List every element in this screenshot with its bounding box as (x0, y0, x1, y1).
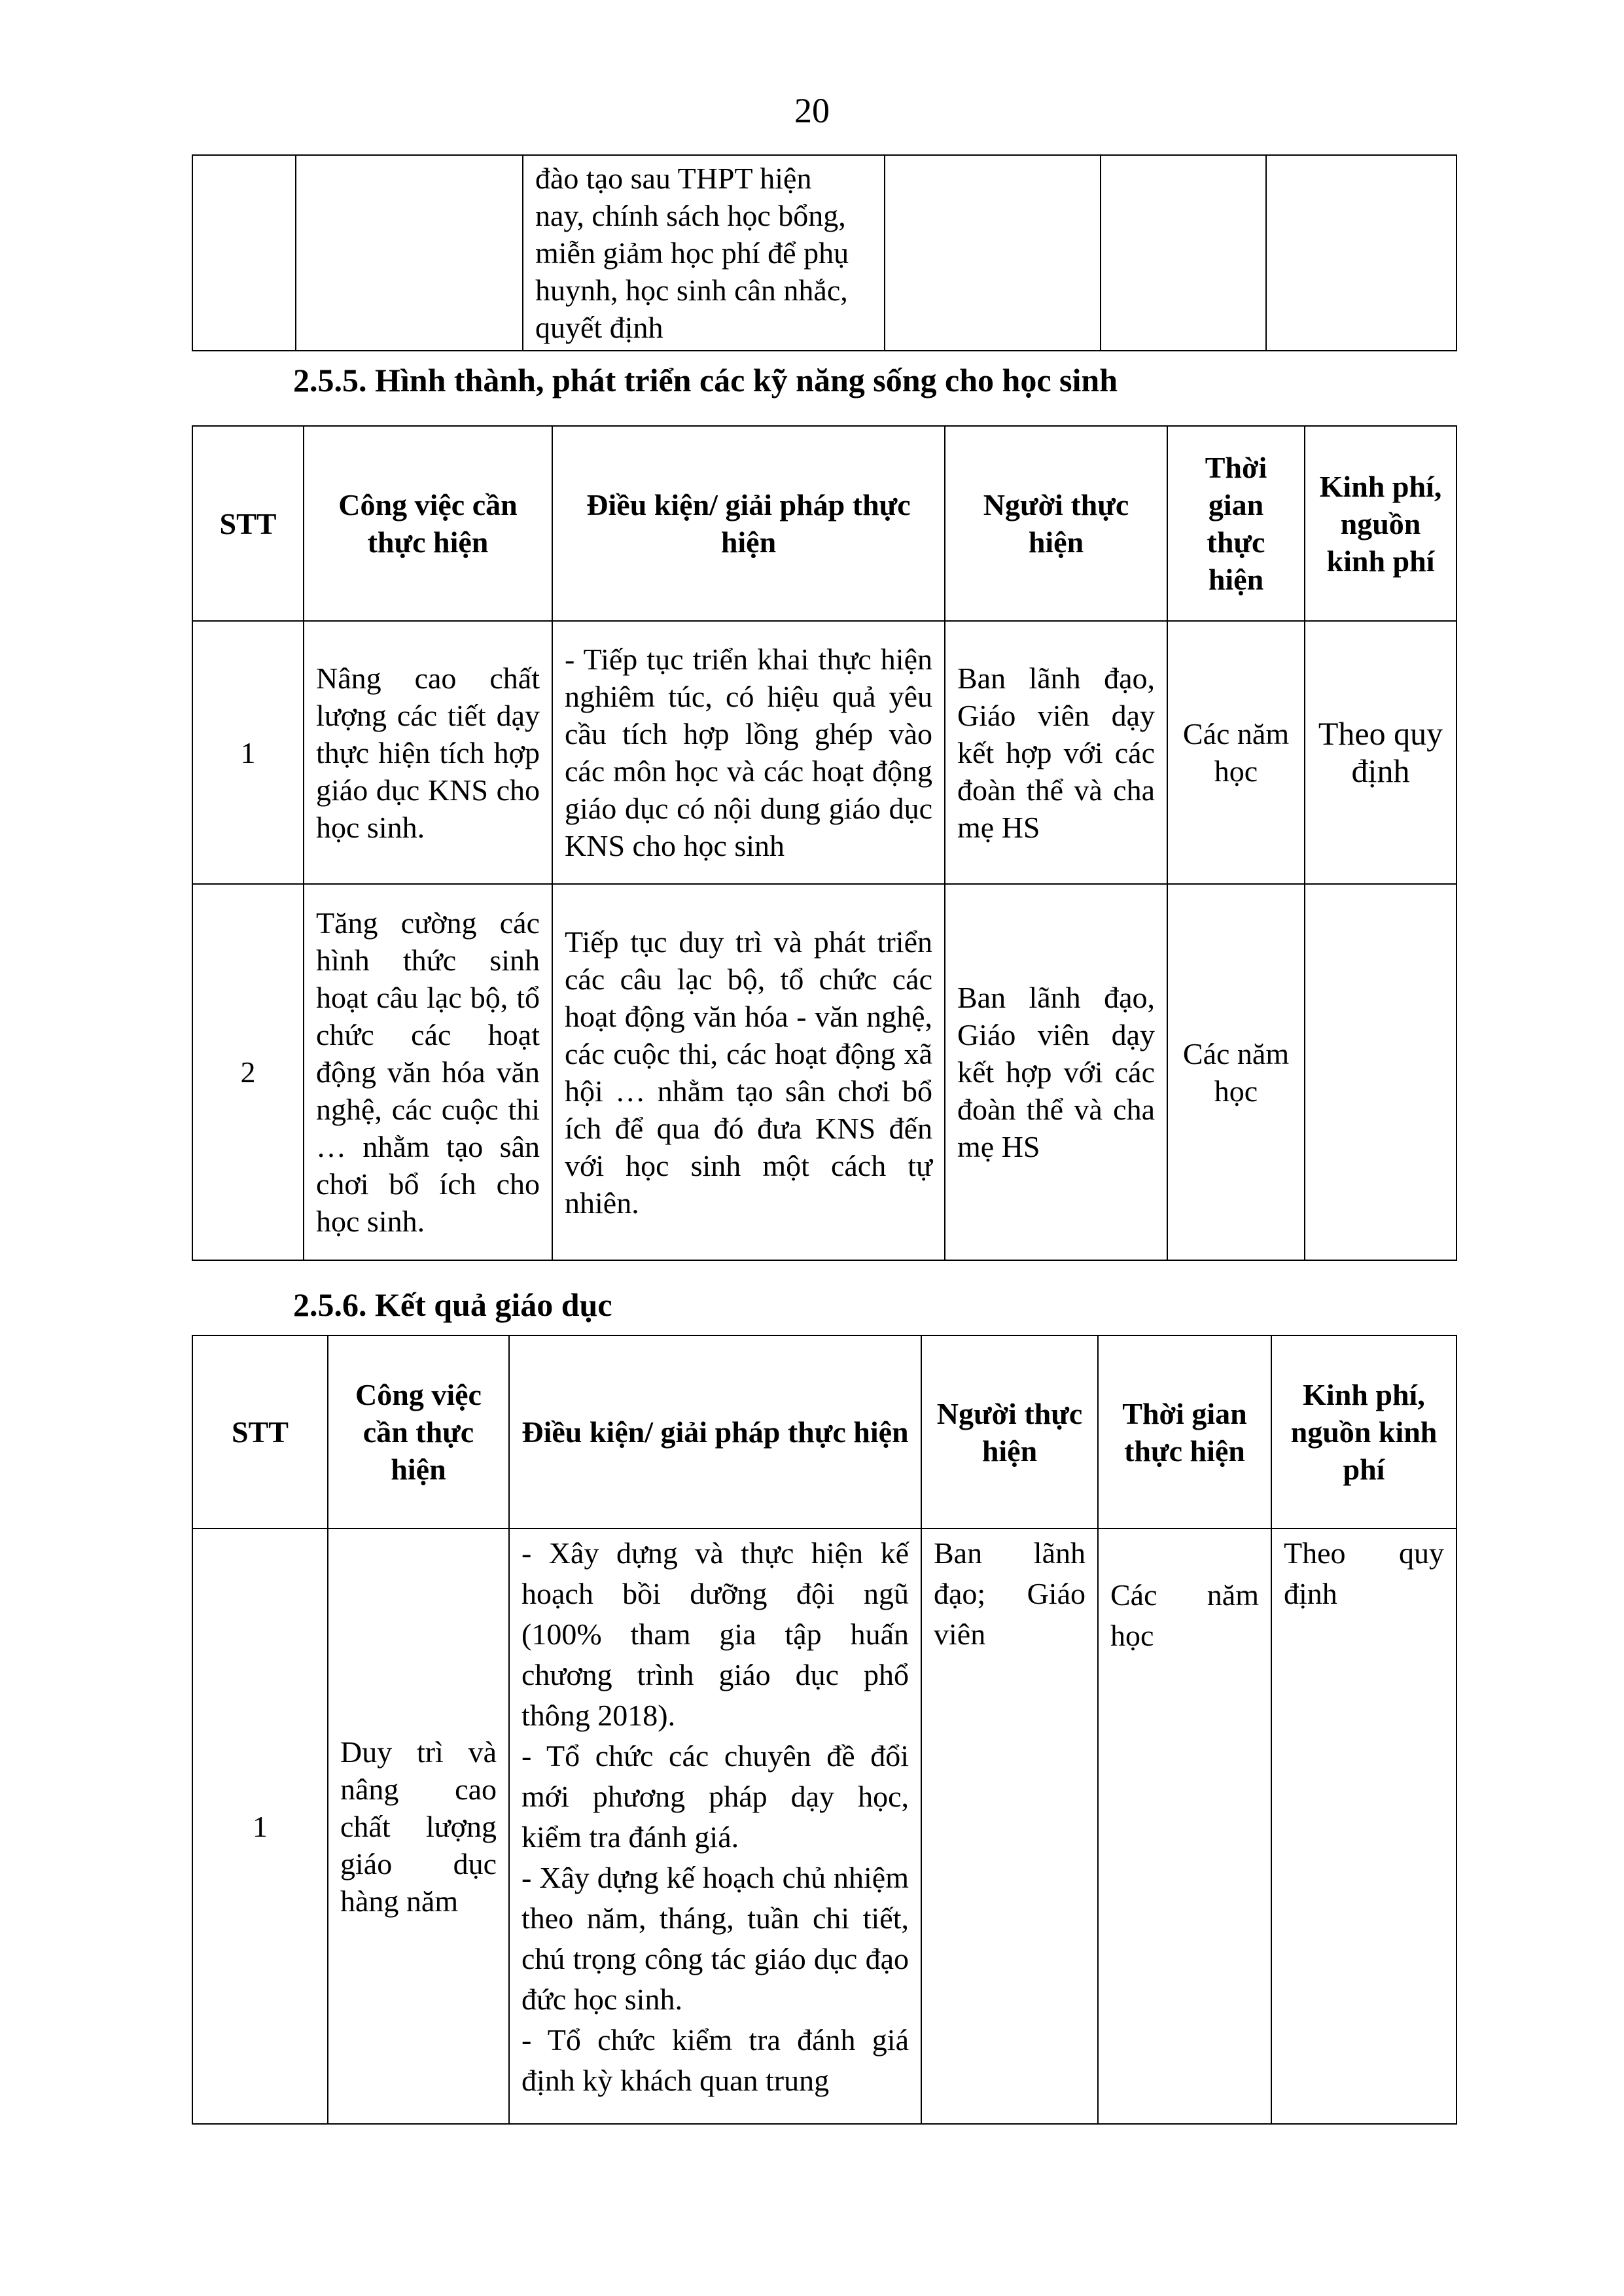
table-cell (296, 155, 523, 351)
header-funding: Kinh phí, nguồn kinh phí (1271, 1335, 1456, 1528)
solution-cell: - Tiếp tục triển khai thực hiện nghiêm túc, có hiệu quả yêu cầu tích hợp lồng ghép vào các môn học và các hoạt động giáo dục có nội dung giáo dục KNS cho học sinh (552, 621, 945, 884)
table-row (192, 1528, 1456, 2124)
table-cell (192, 155, 296, 351)
task-cell: Duy trì và nâng cao chất lượng giáo dục hàng năm (328, 1528, 509, 2124)
table-row (192, 155, 1456, 351)
continuation-table (192, 154, 1457, 351)
solution-cell: Tiếp tục duy trì và phát triển các câu lạc bộ, tổ chức các hoạt động văn hóa - văn nghệ, các cuộc thi, các hoạt động xã hội … nhằm tạo sân chơi bổ ích để qua đó đưa KNS đến với học sinh một cách tự nhiên. (552, 884, 945, 1260)
page-number: 20 (794, 91, 830, 130)
stt-cell: 2 (192, 884, 304, 1260)
stt-cell: 1 (192, 1528, 328, 2124)
header-solution: Điều kiện/ giải pháp thực hiện (509, 1335, 921, 1528)
table-header-row (192, 426, 1456, 621)
solution-cell (523, 155, 885, 351)
table-header-row (192, 1335, 1456, 1528)
time-cell: Các năm học (1167, 884, 1305, 1260)
table-cell (1101, 155, 1266, 351)
solution-line: huynh, học sinh cân nhắc, (535, 274, 848, 307)
header-stt: STT (192, 1335, 328, 1528)
person-cell: Ban lãnh đạo, Giáo viên dạy kết hợp với các đoàn thể và cha mẹ HS (945, 621, 1167, 884)
table-cell (1266, 155, 1456, 351)
table-cell (885, 155, 1101, 351)
header-person: Người thực hiện (921, 1335, 1098, 1528)
stt-cell: 1 (192, 621, 304, 884)
solution-cell (509, 1528, 921, 2124)
life-skills-table (192, 425, 1457, 1261)
header-stt: STT (192, 426, 304, 621)
table-row (192, 884, 1456, 1260)
task-cell: Tăng cường các hình thức sinh hoạt câu lạc bộ, tổ chức các hoạt động văn hóa văn nghệ, các cuộc thi … nhằm tạo sân chơi bổ ích cho học sinh. (304, 884, 552, 1260)
header-solution: Điều kiện/ giải pháp thực hiện (552, 426, 945, 621)
table-row (192, 621, 1456, 884)
header-task: Công việc cần thực hiện (328, 1335, 509, 1528)
funding-cell: Theo quy định (1271, 1528, 1456, 2124)
funding-cell (1305, 884, 1456, 1260)
funding-cell: Theo quy định (1305, 621, 1456, 884)
time-cell: Các năm học (1167, 621, 1305, 884)
person-cell: Ban lãnh đạo; Giáo viên (921, 1528, 1098, 2124)
header-funding: Kinh phí, nguồn kinh phí (1305, 426, 1456, 621)
solution-line: đào tạo sau THPT hiện (535, 162, 812, 195)
solution-line: - Xây dựng kế hoạch chủ nhiệm theo năm, tháng, tuần chi tiết, chú trọng công tác giáo dục đạo đức học sinh. (521, 1861, 909, 2016)
education-results-table (192, 1335, 1457, 2125)
person-cell: Ban lãnh đạo, Giáo viên dạy kết hợp với các đoàn thể và cha mẹ HS (945, 884, 1167, 1260)
header-time: Thời gian thực hiện (1098, 1335, 1271, 1528)
solution-line: - Xây dựng và thực hiện kế hoạch bồi dưỡng đội ngũ (100% tham gia tập huấn chương trình giáo dục phổ thông 2018). (521, 1536, 909, 1732)
solution-line: quyết định (535, 311, 663, 344)
solution-line: miễn giảm học phí để phụ (535, 236, 849, 270)
task-cell: Nâng cao chất lượng các tiết dạy thực hiện tích hợp giáo dục KNS cho học sinh. (304, 621, 552, 884)
section-heading-education-results: 2.5.6. Kết quả giáo dục (293, 1286, 612, 1323)
header-person: Người thực hiện (945, 426, 1167, 621)
time-cell: Các năm học (1098, 1528, 1271, 2124)
header-task: Công việc cần thực hiện (304, 426, 552, 621)
solution-line: - Tổ chức kiểm tra đánh giá định kỳ khách quan trung (521, 2023, 909, 2097)
solution-line: - Tổ chức các chuyên đề đổi mới phương pháp dạy học, kiểm tra đánh giá. (521, 1739, 909, 1854)
solution-line: nay, chính sách học bổng, (535, 199, 846, 232)
section-heading-life-skills: 2.5.5. Hình thành, phát triển các kỹ năng sống cho học sinh (293, 362, 1118, 398)
header-time: Thời gian thực hiện (1167, 426, 1305, 621)
